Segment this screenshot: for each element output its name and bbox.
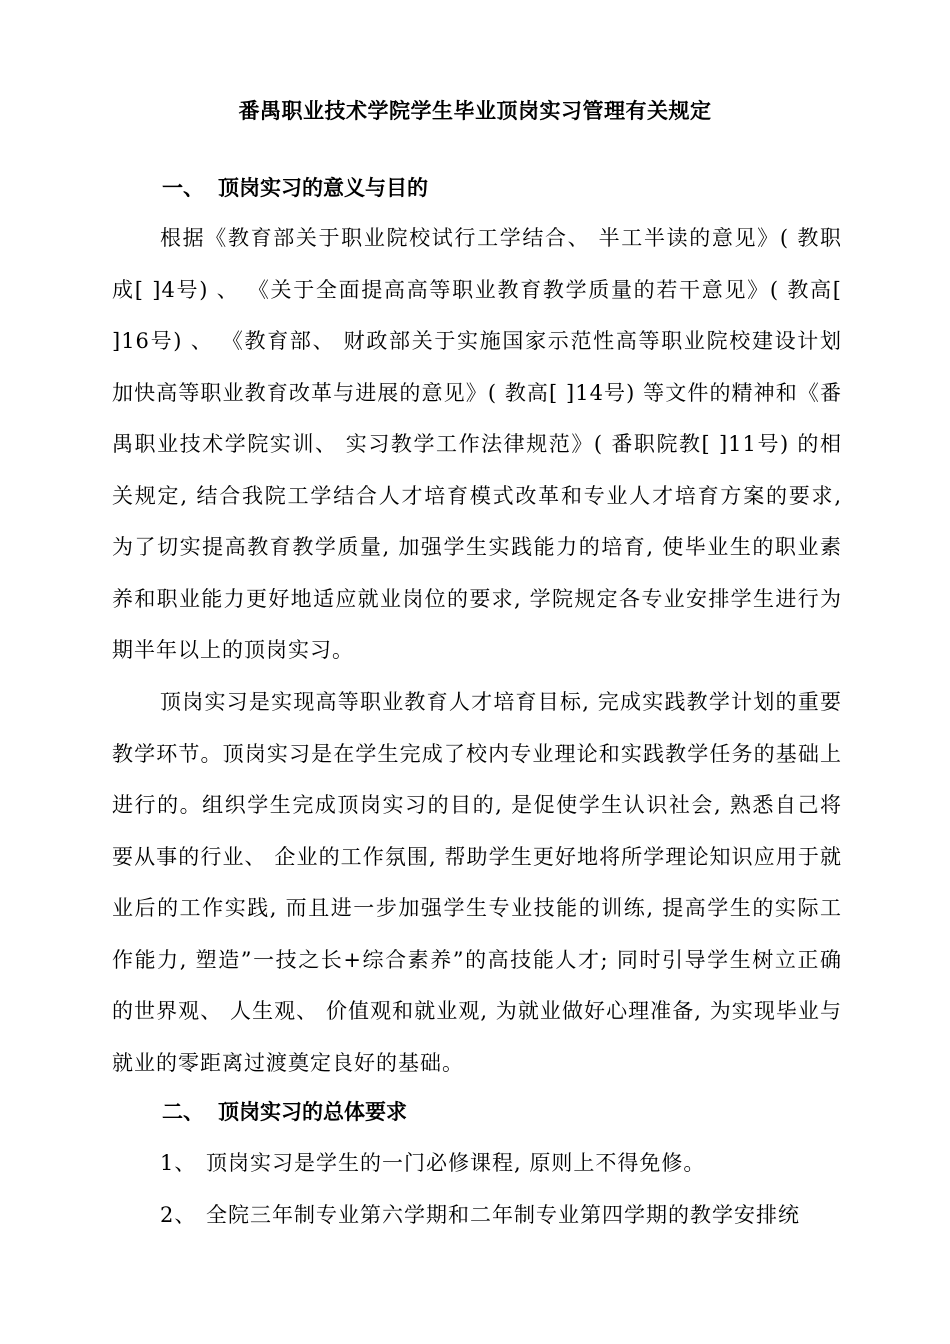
paragraph-purpose: 顶岗实习是实现高等职业教育人才培育目标, 完成实践教学计划的重要教学环节。顶岗实习是在学生完成了校内专业理论和实践教学任务的基础上进行的。组织学生完成顶岗实习的目的, 是促使学生认识社会, 熟悉自己将要从事的行业、 企业的工作氛围, 帮助学生更好地将所学理论知识应用于就业后的工作实践, 而且进一步加强学生专业技能的训练, 提高学生的实际工作能力, 塑造”一技之长+综合素养”的高技能人才; 同时引导学生树立正确的世界观、 人生观、 价值观和就业观, 为就业做好心理准备, 为实现毕业与就业的零距离过渡奠定良好的基础。 xyxy=(112,690,842,1075)
list-item-number: 2、 xyxy=(160,1203,197,1227)
list-item-number: 1、 xyxy=(160,1151,197,1175)
section-heading-text: 顶岗实习的总体要求 xyxy=(218,1100,407,1124)
list-item-text: 顶岗实习是学生的一门必修课程, 原则上不得免修。 xyxy=(206,1151,706,1175)
list-item xyxy=(160,1198,800,1232)
section-number: 一、 xyxy=(162,176,204,200)
section-heading-text: 顶岗实习的意义与目的 xyxy=(218,176,428,200)
section-heading-2 xyxy=(162,1095,407,1129)
paragraph-basis: 根据《教育部关于职业院校试行工学结合、 半工半读的意见》( 教职成[ ]4号) 、 《关于全面提高高等职业教育教学质量的若干意见》( 教高[ ]16号) 、 《教育部、 财政部关于实施国家示范性高等职业院校建设计划 加快高等职业教育改革与进展的意见》( 教高[ ]14号) 等文件的精神和《番禺职业技术学院实训、 实习教学工作法律规范》( 番职院教[ ]11号) 的相关规定, 结合我院工学结合人才培育模式改革和专业人才培育方案的要求, 为了切实提高教育教学质量, 加强学生实践能力的培育, 使毕业生的职业素养和职业能力更好地适应就业岗位的要求, 学院规定各专业安排学生进行为期半年以上的顶岗实习。 xyxy=(112,226,842,662)
section-heading-1 xyxy=(162,171,428,205)
list-item-text: 全院三年制专业第六学期和二年制专业第四学期的教学安排统 xyxy=(206,1203,800,1227)
document-title: 番禺职业技术学院学生毕业顶岗实习管理有关规定 xyxy=(238,99,712,123)
section-number: 二、 xyxy=(162,1100,204,1124)
list-item xyxy=(160,1146,705,1180)
